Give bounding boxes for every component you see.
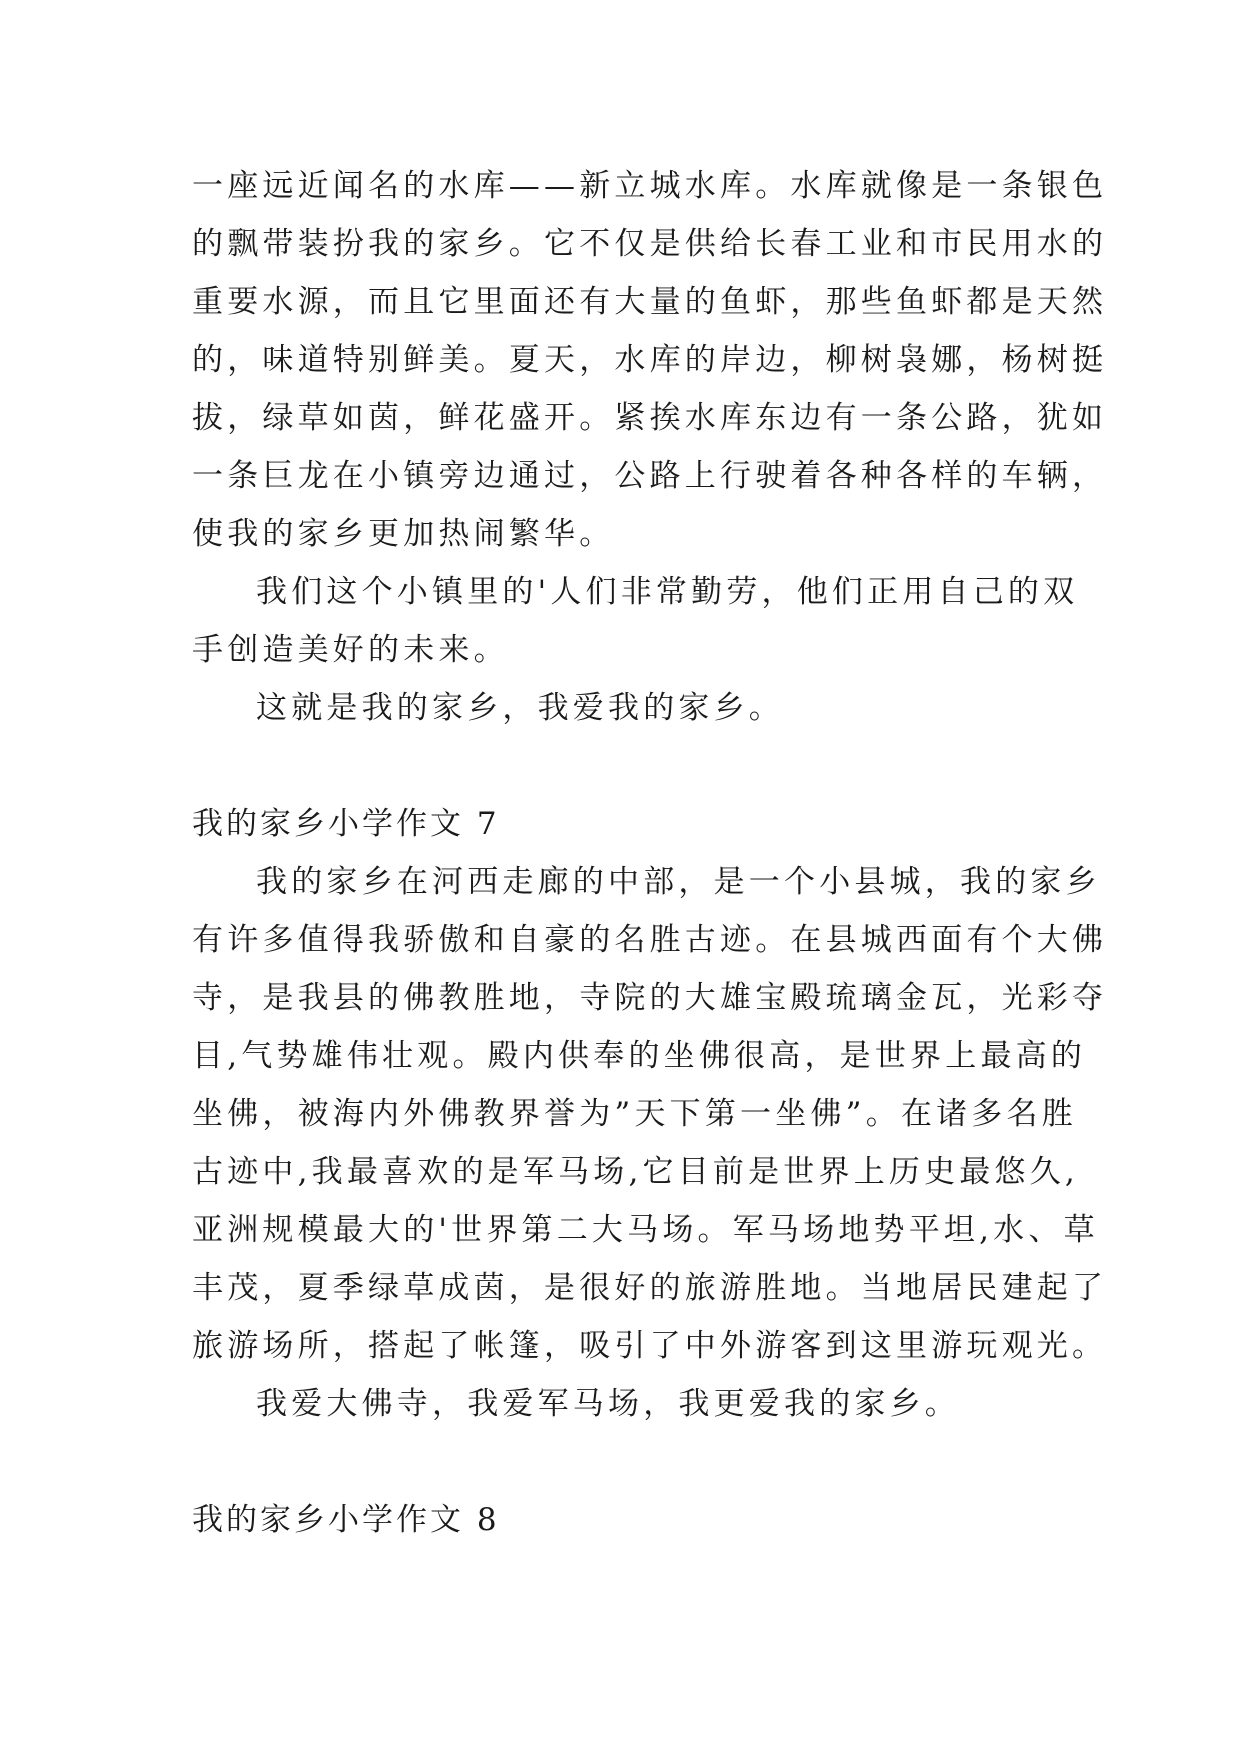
paragraph-line: 使我的家乡更加热闹繁华。 bbox=[192, 516, 615, 552]
paragraph-line: 的，味道特别鲜美。夏天，水库的岸边，柳树袅娜，杨树挺 bbox=[192, 342, 1108, 378]
section-title: 我的家乡小学作文 8 bbox=[192, 1502, 500, 1538]
paragraph-line: 重要水源，而且它里面还有大量的鱼虾，那些鱼虾都是天然 bbox=[192, 284, 1108, 320]
paragraph-line: 我爱大佛寺，我爱军马场，我更爱我的家乡。 bbox=[256, 1386, 960, 1422]
paragraph-line: 一条巨龙在小镇旁边通过，公路上行驶着各种各样的车辆， bbox=[192, 458, 1108, 494]
paragraph-line: 坐佛，被海内外佛教界誉为”天下第一坐佛”。在诸多名胜 bbox=[192, 1096, 1077, 1132]
paragraph-line: 亚洲规模最大的'世界第二大马场。军马场地势平坦,水、草 bbox=[192, 1212, 1099, 1248]
paragraph-line: 目,气势雄伟壮观。殿内供奉的坐佛很高，是世界上最高的 bbox=[192, 1038, 1087, 1074]
paragraph-line: 古迹中,我最喜欢的是军马场,它目前是世界上历史最悠久, bbox=[192, 1154, 1079, 1190]
paragraph-line: 这就是我的家乡，我爱我的家乡。 bbox=[256, 690, 784, 726]
paragraph-line: 有许多值得我骄傲和自豪的名胜古迹。在县城西面有个大佛 bbox=[192, 922, 1108, 958]
paragraph-line: 的飘带装扮我的家乡。它不仅是供给长春工业和市民用水的 bbox=[192, 226, 1108, 262]
paragraph-line: 我的家乡在河西走廊的中部，是一个小县城，我的家乡 bbox=[256, 864, 1101, 900]
section-title: 我的家乡小学作文 7 bbox=[192, 806, 500, 842]
paragraph-line: 拔，绿草如茵，鲜花盛开。紧挨水库东边有一条公路，犹如 bbox=[192, 400, 1108, 436]
paragraph-line: 寺，是我县的佛教胜地，寺院的大雄宝殿琉璃金瓦，光彩夺 bbox=[192, 980, 1108, 1016]
paragraph-line: 一座远近闻名的水库——新立城水库。水库就像是一条银色 bbox=[192, 168, 1108, 204]
paragraph-line: 我们这个小镇里的'人们非常勤劳，他们正用自己的双 bbox=[256, 574, 1079, 610]
paragraph-line: 丰茂，夏季绿草成茵，是很好的旅游胜地。当地居民建起了 bbox=[192, 1270, 1108, 1306]
paragraph-line: 手创造美好的未来。 bbox=[192, 632, 509, 668]
paragraph-line: 旅游场所，搭起了帐篷，吸引了中外游客到这里游玩观光。 bbox=[192, 1328, 1108, 1364]
